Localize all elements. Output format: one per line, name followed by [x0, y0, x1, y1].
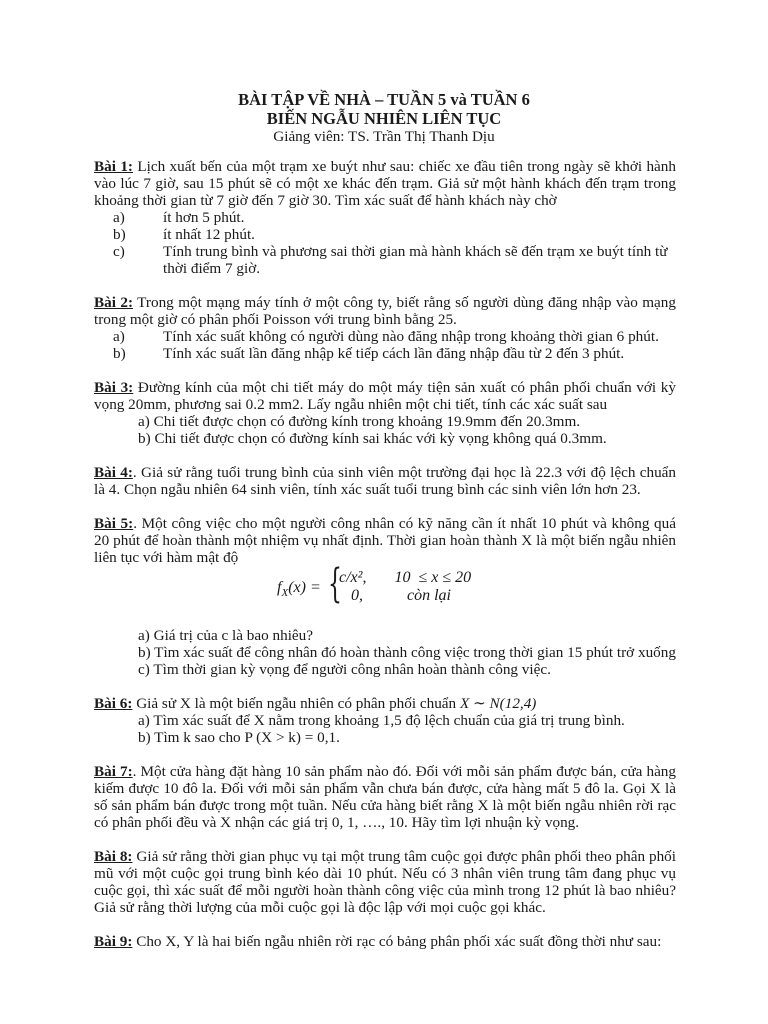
problem-3-label: Bài 3:	[94, 379, 134, 396]
problem-7-label: Bài 7:	[94, 763, 133, 780]
problem-2-text: Trong một mạng máy tính ở một công ty, biết rằng số người dùng đăng nhập vào mạng trong một giờ có phân phối Poisson với trung bình bằng 25.	[94, 294, 676, 328]
formula-case-1: c/x², 10 ≤ x ≤ 20	[339, 569, 472, 586]
problem-2-item-b	[113, 345, 676, 362]
item-marker: c)	[113, 243, 125, 260]
problem-1-item-b	[113, 226, 676, 243]
problem-7-text: . Một cửa hàng đặt hàng 10 sản phẩm nào đó. Đối với mỗi sản phẩm được bán, cửa hàng kiếm được 10 đô la. Đối với mỗi sản phẩm vẫn chưa bán được, cửa hàng mất 5 đô la. Gọi X là số sản phẩm bán được trong một tuần. Nếu cửa hàng biết rằng X là một biến ngẫu nhiên rời rạc có phân phối đều và X nhận các giá trị 0, 1, …., 10. Hãy tìm lợi nhuận kỳ vọng.	[94, 763, 676, 831]
problem-8-label: Bài 8:	[94, 848, 133, 865]
document-title: BÀI TẬP VỀ NHÀ – TUẦN 5 và TUẦN 6	[238, 90, 530, 109]
problem-1	[94, 158, 676, 277]
problem-6-statement	[94, 695, 676, 712]
item-text: Tính xác suất không có người dùng nào đăng nhập trong khoảng thời gian 6 phút.	[163, 328, 659, 345]
problem-9	[94, 933, 676, 950]
problem-3-item-a: a) Chi tiết được chọn có đường kính trong khoảng 19.9mm đến 20.3mm.	[138, 413, 581, 430]
problem-2-item-a	[113, 328, 676, 345]
problem-3-statement	[94, 379, 676, 413]
problem-7	[94, 763, 676, 831]
problem-5	[94, 515, 676, 678]
item-marker: a)	[113, 328, 125, 345]
problem-2-statement	[94, 294, 676, 328]
problem-8-statement	[94, 848, 676, 916]
problem-2-items	[94, 328, 676, 362]
problem-6-items	[94, 712, 676, 746]
problem-4-label: Bài 4:	[94, 464, 133, 481]
item-marker: a)	[113, 209, 125, 226]
document-body	[94, 158, 676, 967]
problem-2	[94, 294, 676, 362]
problem-1-items	[94, 209, 676, 277]
problem-3-items	[94, 413, 676, 447]
item-text: Tính xác suất lần đăng nhập kế tiếp cách lần đăng nhập đầu từ 2 đến 3 phút.	[163, 345, 625, 362]
item-text: ít hơn 5 phút.	[163, 209, 245, 226]
problem-5-label: Bài 5:	[94, 515, 134, 532]
item-text: ít nhất 12 phút.	[163, 226, 255, 243]
problem-1-label: Bài 1:	[94, 158, 133, 175]
problem-9-label: Bài 9:	[94, 933, 133, 950]
problem-6-label: Bài 6:	[94, 695, 133, 712]
item-marker: b)	[113, 226, 126, 243]
problem-5-item-b: b) Tìm xác suất để công nhân đó hoàn thành công việc trong thời gian 15 phút trở xuống	[138, 644, 676, 661]
item-text: Tính trung bình và phương sai thời gian mà hành khách sẽ đến trạm xe buýt tính từ thời điểm 7 giờ.	[163, 243, 668, 277]
problem-4-statement	[94, 464, 676, 498]
problem-4	[94, 464, 676, 498]
formula-brace: {	[328, 561, 342, 607]
item-marker: b)	[113, 345, 126, 362]
problem-5-item-a: a) Giá trị của c là bao nhiêu?	[138, 627, 313, 644]
problem-4-text: . Giả sử rằng tuổi trung bình của sinh viên một trường đại học là 22.3 với độ lệch chuẩn là 4. Chọn ngẫu nhiên 64 sinh viên, tính xác suất tuổi trung bình các sinh viên lớn hơn 23.	[94, 464, 676, 498]
document-subtitle: BIẾN NGẪU NHIÊN LIÊN TỤC	[266, 109, 502, 128]
density-formula	[94, 561, 676, 613]
problem-6-text: Giả sử X là một biến ngẫu nhiên có phân phối chuẩn	[132, 695, 460, 712]
problem-3-text: Đường kính của một chi tiết máy do một máy tiện sản xuất có phân phối chuẩn với kỳ vọng 20mm, phương sai 0.2 mm2. Lấy ngẫu nhiên một chi tiết, tính các xác suất sau	[94, 379, 676, 413]
problem-1-text: Lịch xuất bến của một trạm xe buýt như sau: chiếc xe đầu tiên trong ngày sẽ khởi hành vào lúc 7 giờ, sau 15 phút sẽ có một xe khác đến trạm. Giả sử một hành khách đến trạm trong khoảng thời gian từ 7 giờ đến 7 giờ 30. Tìm xác suất để hành khách này chờ	[94, 158, 676, 209]
formula-lhs	[277, 579, 321, 602]
problem-9-statement	[94, 933, 676, 950]
problem-1-item-a	[113, 209, 676, 226]
problem-6	[94, 695, 676, 746]
problem-5-items	[94, 627, 676, 678]
problem-1-item-c	[113, 243, 676, 277]
document-header	[0, 90, 768, 146]
problem-6-item-a: a) Tìm xác suất để X nằm trong khoảng 1,5 độ lệch chuẩn của giá trị trung bình.	[138, 712, 625, 729]
formula-subscript: X	[281, 587, 289, 600]
problem-6-distribution: X ∼ N(12,4)	[459, 695, 537, 712]
problem-5-statement	[94, 515, 676, 566]
problem-9-text: Cho X, Y là hai biến ngẫu nhiên rời rạc có bảng phân phối xác suất đồng thời như sau:	[132, 933, 662, 950]
problem-7-statement	[94, 763, 676, 831]
problem-1-statement	[94, 158, 676, 209]
problem-2-label: Bài 2:	[94, 294, 134, 311]
problem-8	[94, 848, 676, 916]
problem-3-item-b: b) Chi tiết được chọn có đường kính sai khác với kỳ vọng không quá 0.3mm.	[138, 430, 607, 447]
problem-8-text: Giả sử rằng thời gian phục vụ tại một trung tâm cuộc gọi được phân phối theo phân phối mũ với một cuộc gọi trung bình kéo dài 10 phút. Nếu có 3 nhân viên trung tâm đang phục vụ cuộc gọi, thì xác suất để mỗi người hoàn thành công việc của mình trong 12 phút là bao nhiêu? Giả sử rằng thời lượng của mỗi cuộc gọi là độc lập với mọi cuộc gọi khác.	[94, 848, 676, 916]
problem-5-item-c: c) Tìm thời gian kỳ vọng để người công nhân hoàn thành công việc.	[138, 661, 551, 678]
problem-6-item-b: b) Tìm k sao cho P (X > k) = 0,1.	[138, 729, 340, 746]
formula-arg: (x) =	[288, 579, 321, 596]
problem-3	[94, 379, 676, 447]
instructor-line: Giảng viên: TS. Trần Thị Thanh Dịu	[273, 128, 495, 145]
problem-5-text: . Một công việc cho một người công nhân có kỹ năng cần ít nhất 10 phút và không quá 20 phút để hoàn thành một nhiệm vụ nhất định. Thời gian hoàn thành X là một biến ngẫu nhiên liên tục với hàm mật độ	[94, 515, 676, 566]
formula-f: f	[277, 579, 282, 596]
formula-case-2: 0, còn lại	[339, 587, 451, 604]
